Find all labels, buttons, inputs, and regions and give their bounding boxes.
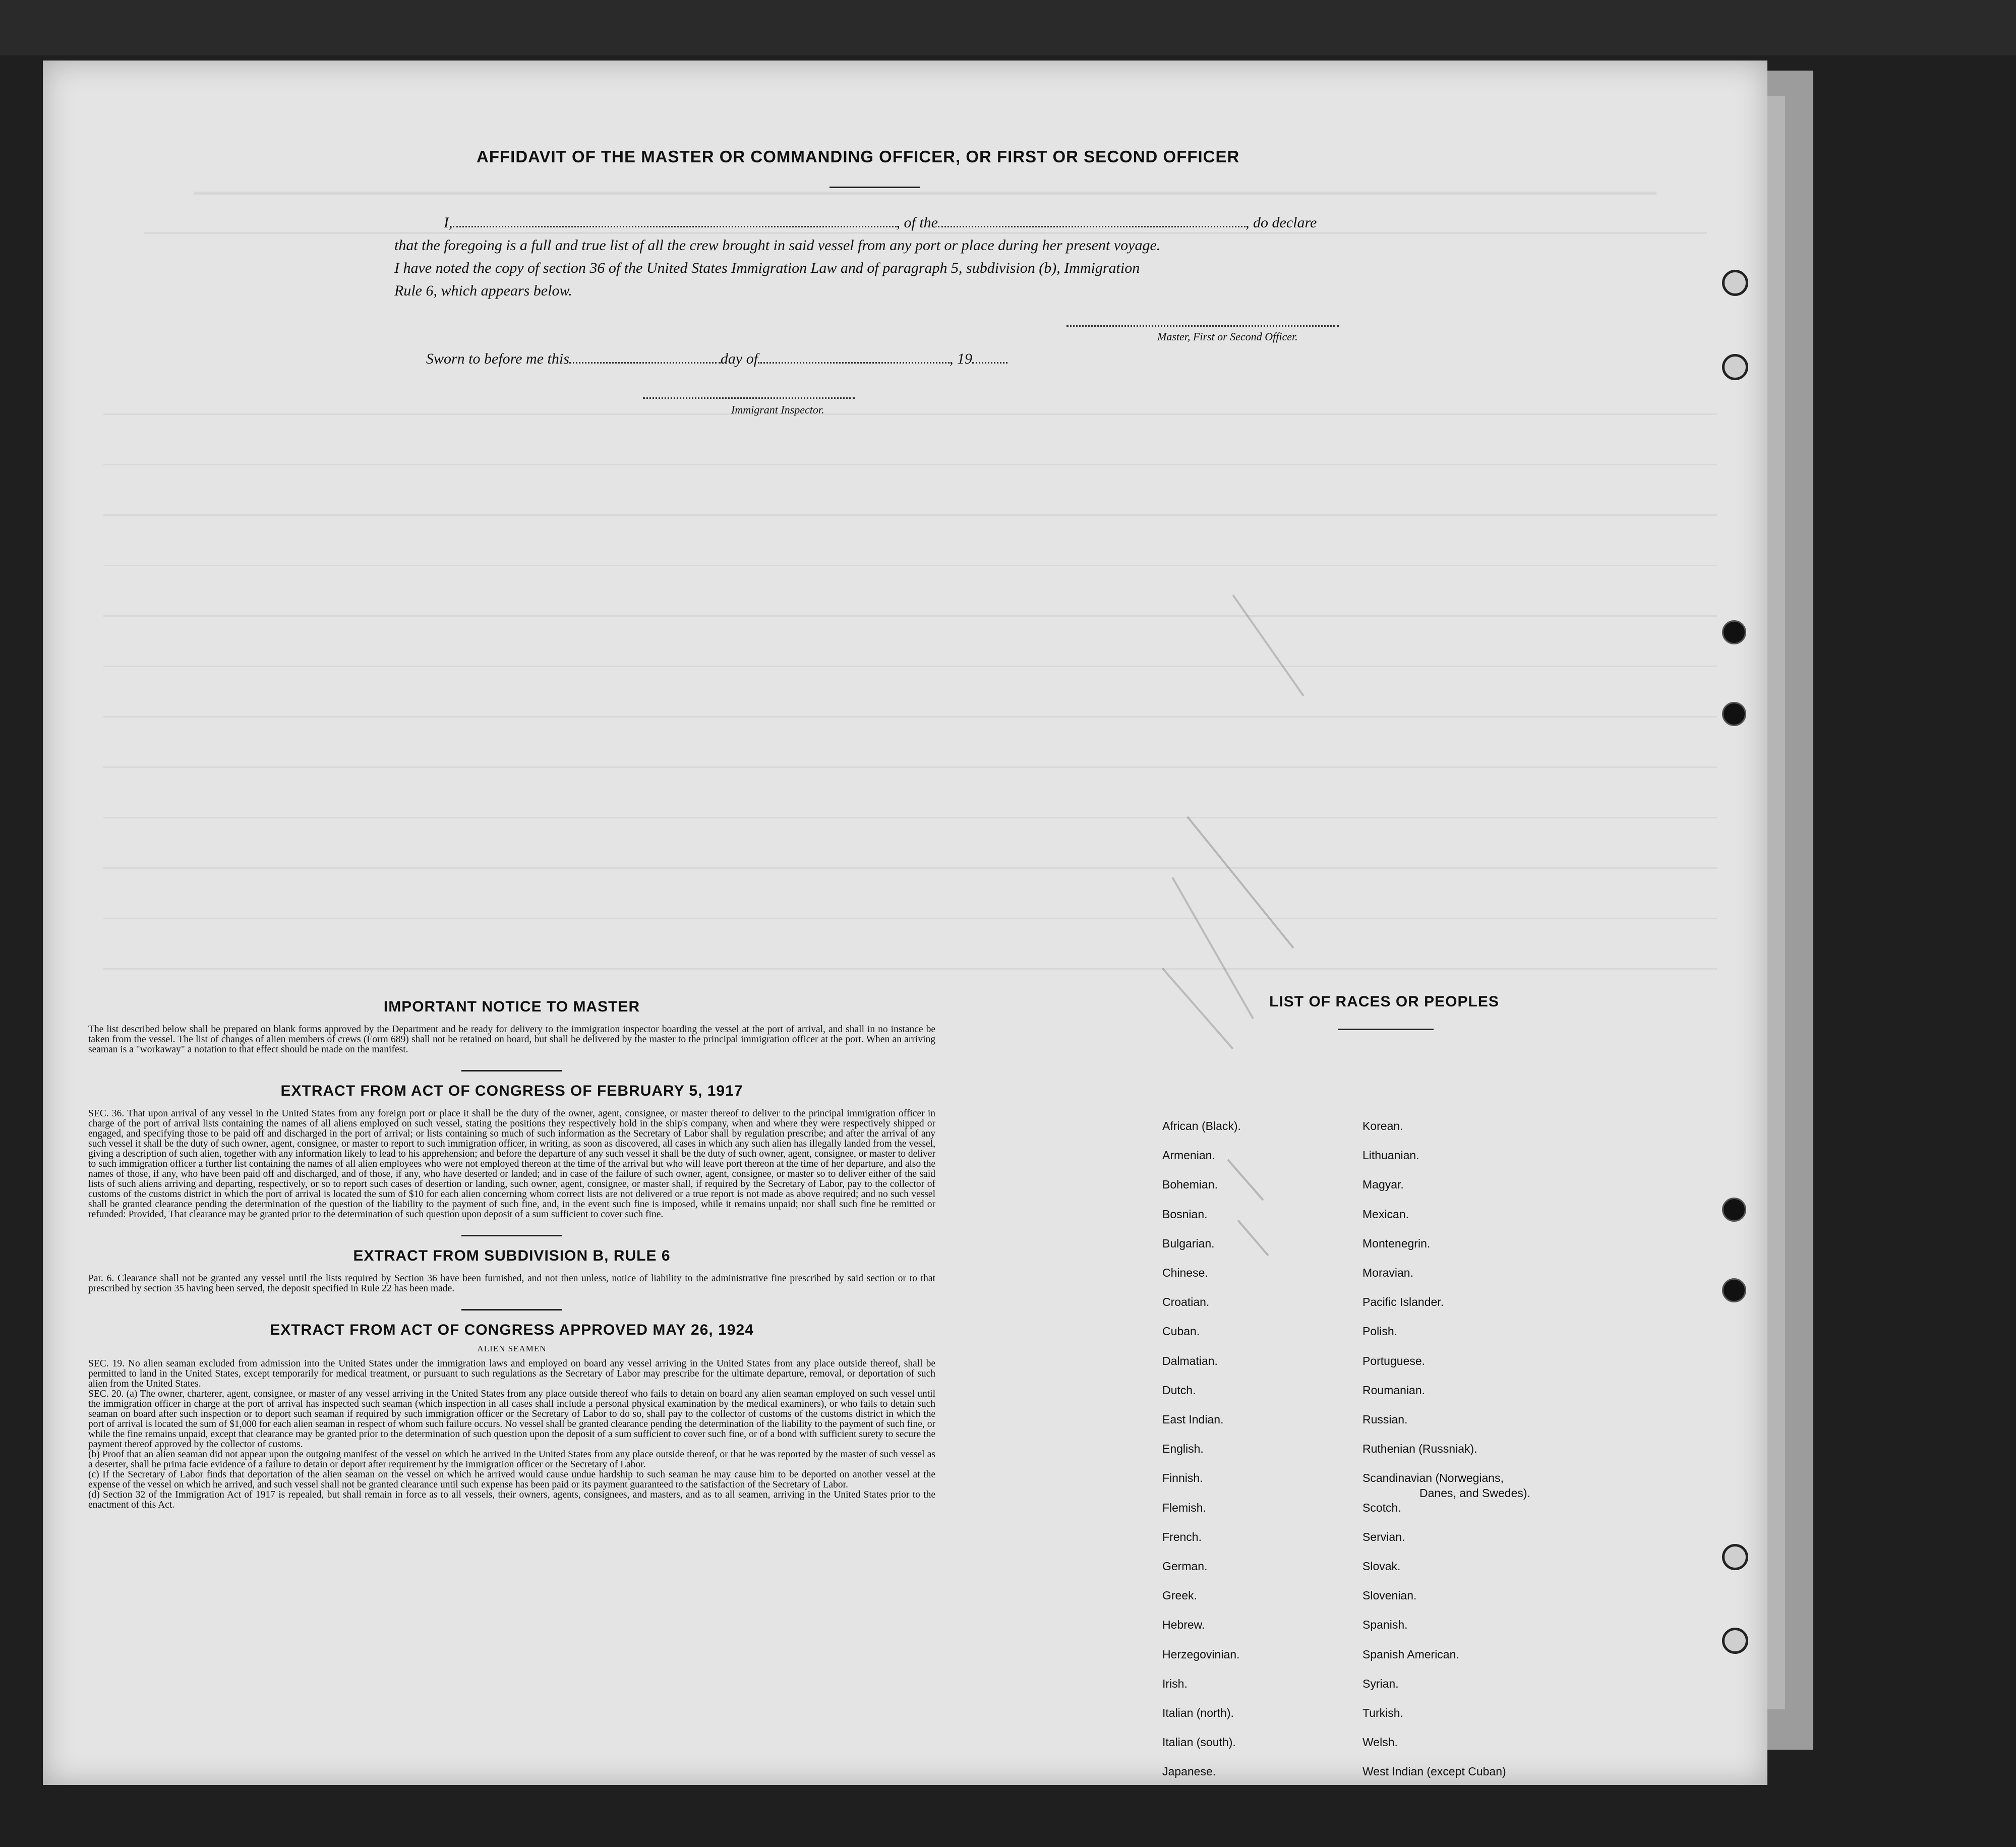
master-signature-caption: Master, First or Second Officer. (1157, 330, 1298, 343)
race-item: Russian. (1362, 1413, 1408, 1426)
race-item: West Indian (except Cuban) (1362, 1765, 1506, 1778)
race-item: Greek. (1162, 1589, 1198, 1602)
race-item: Welsh. (1362, 1736, 1398, 1749)
race-item: Slovenian. (1362, 1589, 1417, 1602)
race-item: Dutch. (1162, 1383, 1196, 1397)
race-item: Armenian. (1162, 1149, 1215, 1162)
affidavit-line-4: Rule 6, which appears below. (394, 282, 572, 299)
race-item: Dalmatian. (1162, 1354, 1218, 1367)
race-item: Moravian. (1362, 1266, 1413, 1279)
punch-hole (1722, 354, 1748, 380)
race-item: Ruthenian (Russniak). (1362, 1442, 1477, 1456)
race-item: Spanish. (1362, 1618, 1408, 1632)
affidavit-line-1 (444, 214, 1317, 231)
race-item: Korean. (1362, 1119, 1403, 1133)
section-divider (461, 1309, 562, 1310)
inspector-signature-field[interactable] (643, 397, 855, 399)
affidavit-line-3: I have noted the copy of section 36 of the United States Immigration Law and of paragraph 5, subdivision (b), Immigration (394, 260, 1140, 276)
race-item: Scandinavian (Norwegians, (1362, 1471, 1504, 1485)
race-item: Magyar. (1362, 1178, 1404, 1191)
punch-hole (1722, 620, 1746, 644)
race-item: English. (1162, 1442, 1204, 1456)
sworn-day-of: day of (720, 350, 758, 367)
race-item: Syrian. (1362, 1677, 1399, 1690)
act-1924-subtitle: ALIEN SEAMEN (477, 1344, 547, 1353)
race-item: French. (1162, 1530, 1202, 1543)
sworn-year-field[interactable] (972, 362, 1007, 364)
punch-hole (1722, 1198, 1746, 1222)
race-item: Japanese. (1162, 1765, 1216, 1778)
punch-hole (1722, 1278, 1746, 1302)
section-divider (461, 1070, 562, 1071)
race-item: German. (1162, 1560, 1208, 1573)
act-1917-body: SEC. 36. That upon arrival of any vessel in the United States from any foreign port or place it shall be the duty of the owner, agent, consignee, or master thereof to deliver to the principal immigration officer in charge of the port of arrival lists containing the names of all aliens employed on such vessel, stating the positions they respectively hold in the ship's company, when and where they were respectively shipped or engaged, and specifying those to be paid off and discharged in the port of arrival; or lists containing so much of such information as the Secretary of Labor shall by regulation prescribe; and after the arrival of any such vessel it shall be the duty of such owner, agent, consignee, or master to report to such immigration officer, in writing, as soon as discovered, all cases in which any such alien has illegally landed from the vessel, giving a description of such alien, together with any information likely to lead to his apprehension; and before the departure of any such vessel it shall be the duty of such owner, agent, consignee, or master to deliver to such immigration officer a further list containing the names of all alien employees who were not employed thereon at the time of the arrival but who will leave port thereon at the time of her departure, and also the names of those, if any, who have been paid off and discharged, and of those, if any, who have deserted or landed; and in case of the failure of such owner, agent, consignee, or master so to deliver either of the said lists of such aliens arriving and departing, respectively, or so to report such cases of desertion or landing, such owner, agent, consignee, or master shall, if required by the Secretary of Labor, pay to the collector of customs of the customs district in which the port of arrival is located the sum of $10 for each alien concerning whom correct lists are not delivered or a true report is not made as above required; and no such vessel shall be granted clearance pending the determination of the question of the liability to the payment of such fine, and, in the event such fine is imposed, while it remains unpaid; nor shall such fine be remitted or refunded: Provided, That clearance may be granted prior to the determination of such question upon deposit of a sum sufficient to cover such fine. (88, 1108, 935, 1220)
act-1924-sec-20c: (c) If the Secretary of Labor finds that deportation of the alien seaman on the vessel on which he arrived would cause undue hardship to such seaman he may cause him to be deported on another vessel at the expense of the vessel on which he arrived, and such vessel shall not be granted clearance until such expense has been paid or its payment guaranteed to the satisfaction of the Secretary of Labor. (88, 1469, 935, 1490)
rule-6-title: EXTRACT FROM SUBDIVISION B, RULE 6 (353, 1247, 671, 1264)
affidavit-title: AFFIDAVIT OF THE MASTER OR COMMANDING OFFICER, OR FIRST OR SECOND OFFICER (477, 147, 1240, 166)
sworn-month-field[interactable] (758, 362, 950, 364)
punch-hole (1722, 1544, 1748, 1570)
affidavit-of-the: , of the (896, 214, 938, 231)
race-item: Portuguese. (1362, 1354, 1426, 1367)
race-item: Montenegrin. (1362, 1236, 1431, 1250)
important-notice-body: The list described below shall be prepared on blank forms approved by the Department and be ready for delivery to the immigration inspector boarding the vessel at the port of arrival, and shall in no instance be taken from the vessel. The list of changes of alien members of crews (Form 689) shall not be retained on board, but shall be delivered by the master to the principal immigration officer at the port. When an arriving seaman is a "workaway" a notation to that effect should be made on the manifest. (88, 1024, 935, 1055)
race-item: Roumanian. (1362, 1383, 1426, 1397)
race-item: Polish. (1362, 1325, 1398, 1338)
affidavit-i: I, (444, 214, 453, 231)
act-1924-sec-20b: (b) Proof that an alien seaman did not appear upon the outgoing manifest of the vessel on which he arrived in the United States from any place outside thereof, or that he was reported by the master of such vessel as a deserter, shall be prima facie evidence of a failure to detain or deport after requirement by the immigration officer or the Secretary of Labor. (88, 1449, 935, 1470)
race-item: Herzegovinian. (1162, 1647, 1240, 1661)
act-1924-sec-20d: (d) Section 32 of the Immigration Act of 1917 is repealed, but shall remain in force as to all vessels, their owners, agents, consignees, and masters, and as to all seamen, arriving in the United States prior to the enactment of this Act. (88, 1489, 935, 1510)
notice-column (88, 998, 935, 1510)
important-notice-title: IMPORTANT NOTICE TO MASTER (383, 998, 640, 1015)
affidavit-section (43, 61, 1767, 464)
scan-background (0, 0, 2016, 55)
race-item: Mexican. (1362, 1207, 1409, 1221)
race-item: Chinese. (1162, 1266, 1208, 1279)
master-signature-field[interactable] (1066, 325, 1339, 327)
race-item: Italian (north). (1162, 1706, 1234, 1719)
manifest-back-sheet (43, 61, 1767, 1785)
punch-hole (1722, 702, 1746, 726)
race-item: Danes, and Swedes). (1419, 1486, 1530, 1500)
race-item: Pacific Islander. (1362, 1295, 1444, 1309)
act-1917-title: EXTRACT FROM ACT OF CONGRESS OF FEBRUARY 5, 1917 (280, 1083, 743, 1099)
race-item: Spanish American. (1362, 1647, 1459, 1661)
act-1924-title: EXTRACT FROM ACT OF CONGRESS APPROVED MAY 26, 1924 (270, 1322, 754, 1338)
races-title: LIST OF RACES OR PEOPLES (1269, 993, 1499, 1010)
punch-hole (1722, 270, 1748, 296)
act-1924-sec-20a: SEC. 20. (a) The owner, charterer, agent, consignee, or master of any vessel arriving in the United States from any place outside thereof who fails to detain on board any alien seaman employed on such vessel until the immigration officer in charge at the port of arrival has inspected such seaman (which inspection in all cases shall include a personal physical examination by the medical examiners), or who fails to detain such seaman on board after such inspection or to deport such seaman if required by such immigration officer or the Secretary of Labor to do so, shall pay to the collector of customs of the customs district in which the port of arrival is located the sum of $1,000 for each alien seaman in respect of whom such failure occurs. No vessel shall be granted clearance pending the determination of the liability to the payment of such fine, or while the fine remains unpaid, except that clearance may be granted prior to the determination of such question upon the deposit of a sum sufficient to cover such fine, or of a bond with sufficient surety to secure the payment thereof approved by the collector of customs. (88, 1389, 935, 1450)
race-item: Bulgarian. (1162, 1236, 1215, 1250)
race-item: Hebrew. (1162, 1618, 1205, 1632)
race-item: Bohemian. (1162, 1178, 1218, 1191)
race-item: Flemish. (1162, 1501, 1206, 1514)
vessel-name-field[interactable] (938, 226, 1246, 227)
sworn-day-field[interactable] (569, 362, 721, 364)
rule-6-body: Par. 6. Clearance shall not be granted any vessel until the lists required by Section 36 have been furnished, and not then unless, notice of liability to the administrative fine prescribed by said section or to that prescribed by section 35 having been served, the deposit specified in Rule 22 has been made. (88, 1273, 935, 1294)
race-item: Italian (south). (1162, 1736, 1236, 1749)
race-item: Irish. (1162, 1677, 1188, 1690)
officer-name-field[interactable] (453, 226, 897, 227)
race-item: Turkish. (1362, 1706, 1403, 1719)
affidavit-declare: , do declare (1246, 214, 1317, 231)
section-divider (461, 1235, 562, 1236)
race-item: Servian. (1362, 1530, 1405, 1543)
race-item: Cuban. (1162, 1325, 1200, 1338)
pencil-marks (1102, 565, 1354, 1321)
race-item: Scotch. (1362, 1501, 1401, 1514)
race-item: Finnish. (1162, 1471, 1203, 1485)
race-item: Croatian. (1162, 1295, 1210, 1309)
race-item: Lithuanian. (1362, 1149, 1419, 1162)
race-item: African (Black). (1162, 1119, 1241, 1133)
race-item: Slovak. (1362, 1560, 1401, 1573)
affidavit-title-rule (829, 187, 920, 188)
sworn-line (426, 350, 1007, 368)
sworn-prefix: Sworn to before me this (426, 350, 569, 367)
punch-hole (1722, 1628, 1748, 1654)
race-item: Bosnian. (1162, 1207, 1208, 1221)
act-1924-sec-19: SEC. 19. No alien seaman excluded from admission into the United States under the immigration laws and employed on board any vessel arriving in the United States from any place outside thereof, shall be permitted to land in the United States, except temporarily for medical treatment, or pursuant to such regulations as the Secretary of Labor may prescribe for the ultimate departure, removal, or deportation of such alien from the United States. (88, 1358, 935, 1389)
race-item: East Indian. (1162, 1413, 1224, 1426)
affidavit-line-2: that the foregoing is a full and true list of all the crew brought in said vessel from any port or place during her present voyage. (394, 237, 1161, 254)
inspector-signature-caption: Immigrant Inspector. (731, 403, 824, 416)
sworn-year: , 19 (950, 350, 973, 367)
